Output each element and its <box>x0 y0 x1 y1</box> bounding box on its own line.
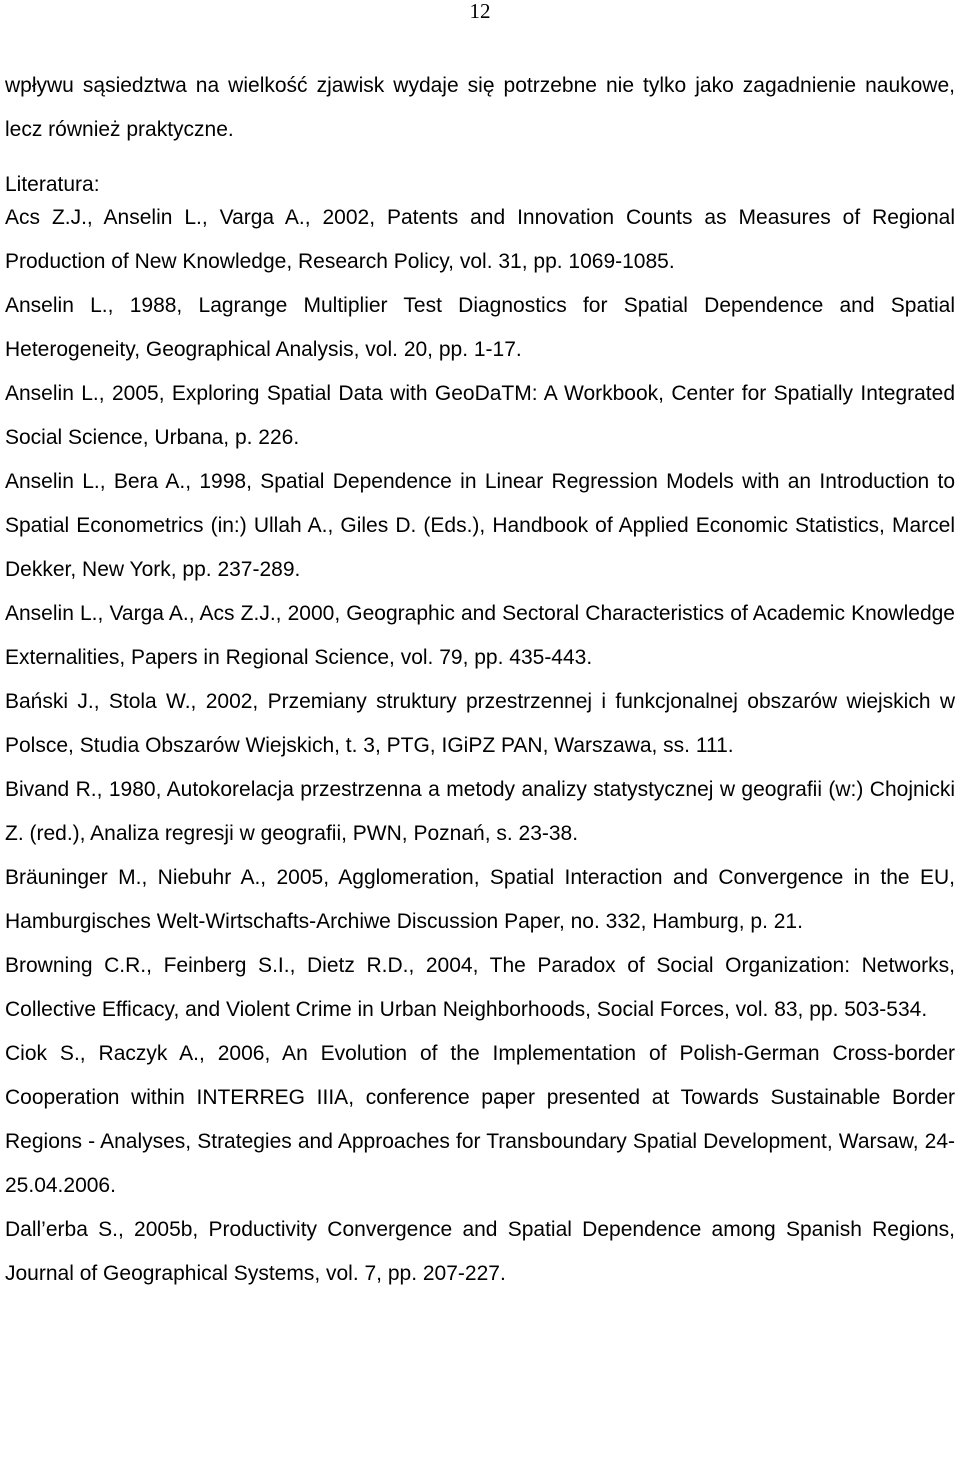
reference-item: Anselin L., Varga A., Acs Z.J., 2000, Geographic and Sectoral Characteristics of Academic Knowledge Externalities, Papers in Regional Science, vol. 79, pp. 435-443. <box>5 602 955 669</box>
reference-item: Ciok S., Raczyk A., 2006, An Evolution of the Implementation of Polish-German Cross-border Cooperation within INTERREG IIIA, conference paper presented at Towards Sustainable Border Regions - Analyses, Strategies and Approaches for Transboundary Spatial Development, Warsaw, 24-25.04.2006. <box>5 1042 955 1197</box>
reference-item: Bräuninger M., Niebuhr A., 2005, Agglomeration, Spatial Interaction and Convergence in the EU, Hamburgisches Welt-Wirtschafts-Archiwe Discussion Paper, no. 332, Hamburg, p. 21. <box>5 866 955 933</box>
reference-item: Bański J., Stola W., 2002, Przemiany struktury przestrzennej i funkcjonalnej obszarów wiejskich w Polsce, Studia Obszarów Wiejskich, t. 3, PTG, IGiPZ PAN, Warszawa, ss. 111. <box>5 690 955 757</box>
reference-item: Browning C.R., Feinberg S.I., Dietz R.D., 2004, The Paradox of Social Organization: Networks, Collective Efficacy, and Violent Crime in Urban Neighborhoods, Social Forces, vol. 83, pp. 503-534. <box>5 954 955 1021</box>
reference-item: Anselin L., Bera A., 1998, Spatial Dependence in Linear Regression Models with an Introduction to Spatial Econometrics (in:) Ullah A., Giles D. (Eds.), Handbook of Applied Economic Statistics, Marcel Dekker, New York, pp. 237-289. <box>5 470 955 581</box>
literature-heading: Literatura: <box>5 173 100 196</box>
reference-item: Bivand R., 1980, Autokorelacja przestrzenna a metody analizy statystycznej w geografii (w:) Chojnicki Z. (red.), Analiza regresji w geografii, PWN, Poznań, s. 23-38. <box>5 778 955 845</box>
page-number: 12 <box>469 0 491 23</box>
reference-list <box>5 196 955 1296</box>
reference-item: Anselin L., 2005, Exploring Spatial Data with GeoDaTM: A Workbook, Center for Spatially Integrated Social Science, Urbana, p. 226. <box>5 382 955 449</box>
page-body <box>5 64 955 1296</box>
reference-item: Acs Z.J., Anselin L., Varga A., 2002, Patents and Innovation Counts as Measures of Regional Production of New Knowledge, Research Policy, vol. 31, pp. 1069-1085. <box>5 206 955 273</box>
reference-item: Anselin L., 1988, Lagrange Multiplier Test Diagnostics for Spatial Dependence and Spatial Heterogeneity, Geographical Analysis, vol. 20, pp. 1-17. <box>5 294 955 361</box>
reference-item: Dall’erba S., 2005b, Productivity Convergence and Spatial Dependence among Spanish Regions, Journal of Geographical Systems, vol. 7, pp. 207-227. <box>5 1218 955 1285</box>
intro-paragraph: wpływu sąsiedztwa na wielkość zjawisk wydaje się potrzebne nie tylko jako zagadnienie naukowe, lecz również praktyczne. <box>5 74 955 141</box>
